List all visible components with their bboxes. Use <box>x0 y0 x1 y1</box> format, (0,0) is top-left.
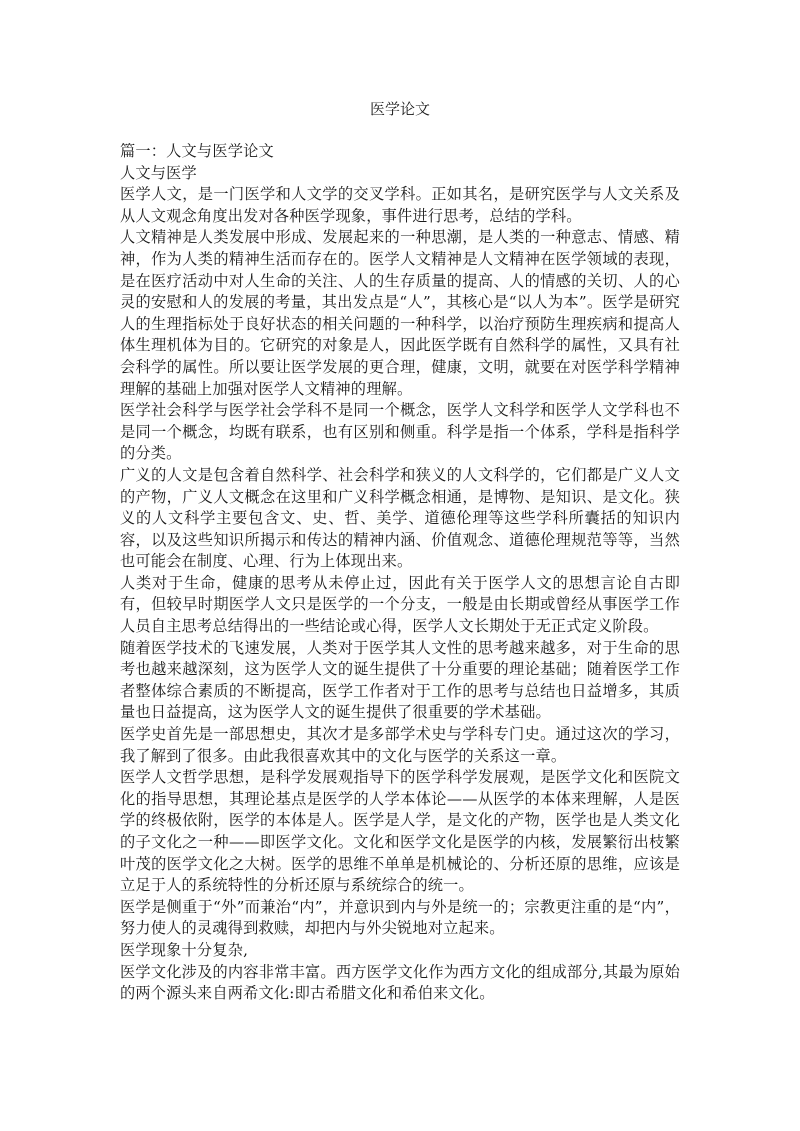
paragraph: 医学现象十分复杂, <box>120 940 249 959</box>
subheading: 人文与医学 <box>120 163 197 182</box>
paragraph: 医学人文哲学思想，是科学发展观指导下的医学科学发展观，是医学文化和医院文化的指导思想，其理论基点是医学的人学本体论——从医学的本体来理解，人是医学的终极依附，医学的本体是人。医学是人学，是文化的产物，医学也是人类文化的子文化之一种——即医学文化。文化和医学文化是医学的内核，发展繁衍出枝繁叶茂的医学文化之大树。医学的思维不单单是机械论的、分析还原的思维，应该是立足于人的系统特性的分析还原与系统综合的统一。 <box>120 768 680 895</box>
paragraph: 医学社会科学与医学社会学科不是同一个概念，医学人文科学和医学人文学科也不是同一个概念，均既有联系，也有区别和侧重。科学是指一个体系，学科是指科学的分类。 <box>120 401 680 463</box>
paragraph: 医学是侧重于“外”而兼治“内”，并意识到内与外是统一的；宗教更注重的是“内”，努力使人的灵魂得到救赎，却把内与外尖锐地对立起来。 <box>120 897 680 938</box>
paragraph: 医学人文，是一门医学和人文学的交叉学科。正如其名，是研究医学与人文关系及从人文观念角度出发对各种医学现象，事件进行思考，总结的学科。 <box>120 185 680 225</box>
paragraph: 人文精神是人类发展中形成、发展起来的一种思潮，是人类的一种意志、情感、精神，作为人类的精神生活而存在的。医学人文精神是人文精神在医学领域的表现，是在医疗活动中对人生命的关注、人的生存质量的提高、人的情感的关切、人的心灵的安慰和人的发展的考量，其出发点是“人”，其核心是“以人为本”。医学是研究人的生理指标处于良好状态的相关问题的一种科学，以治疗预防生理疾病和提高人体生理机体为目的。它研究的对象是人，因此医学既有自然科学的属性，又具有社会科学的属性。所以要让医学发展的更合理，健康，文明，就要在对医学科学精神理解的基础上加强对医学人文精神的理解。 <box>120 228 680 398</box>
document-body <box>120 141 680 1005</box>
paragraph: 人类对于生命，健康的思考从未停止过，因此有关于医学人文的思想言论自古即有，但较早时期医学人文只是医学的一个分支，一般是由长期或曾经从事医学工作人员自主思考总结得出的一些结论或心得，医学人文长期处于无正式定义阶段。 <box>120 573 680 636</box>
paragraph: 医学史首先是一部思想史，其次才是多部学术史与学科专门史。通过这次的学习，我了解到了很多。由此我很喜欢其中的文化与医学的关系这一章。 <box>120 725 680 765</box>
paragraph: 医学文化涉及的内容非常丰富。西方医学文化作为西方文化的组成部分,其最为原始的两个源头来自两希文化:即古希腊文化和希伯来文化。 <box>120 962 680 1003</box>
page-title: 医学论文 <box>369 100 430 118</box>
paragraph: 广义的人文是包含着自然科学、社会科学和狭义的人文科学的，它们都是广义人文的产物，广义人文概念在这里和广义科学概念相通，是博物、是知识、是文化。狭义的人文科学主要包含文、史、哲、美学、道德伦理等这些学科所囊括的知识内容，以及这些知识所揭示和传达的精神内涵、价值观念、道德伦理规范等等，当然也可能会在制度、心理、行为上体现出来。 <box>120 465 680 571</box>
section-heading: 篇一：人文与医学论文 <box>120 142 274 160</box>
paragraph: 随着医学技术的飞速发展，人类对于医学其人文性的思考越来越多，对于生命的思考也越来越深刻，这为医学人文的诞生提供了十分重要的理论基础；随着医学工作者整体综合素质的不断提高，医学工作者对于工作的思考与总结也日益增多，其质量也日益提高，这为医学人文的诞生提供了很重要的学术基础。 <box>120 638 680 722</box>
